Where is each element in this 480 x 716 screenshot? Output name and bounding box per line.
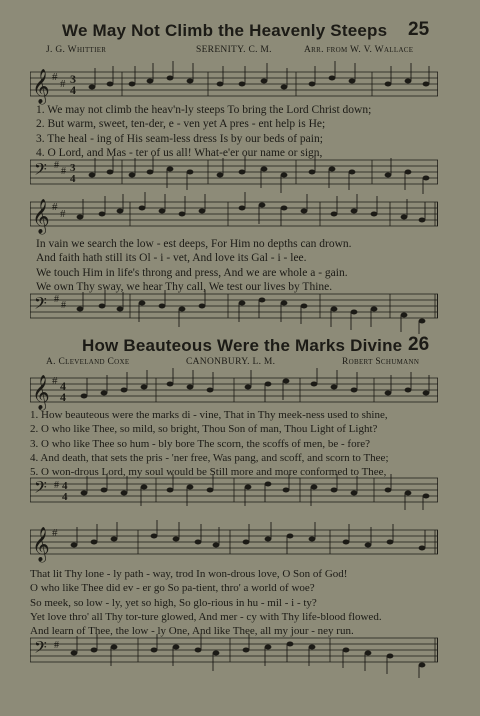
svg-text:#: # [52, 201, 58, 213]
hymn-25-author: J. G. Whittier [46, 45, 107, 55]
svg-text:𝄢: 𝄢 [34, 159, 47, 183]
lyric-line: 5. O won-drous Lord, my soul would be Still more and more conformed to Thee, [30, 466, 387, 479]
svg-text:#: # [61, 166, 66, 177]
hymn-25-bass-staff-1 [30, 156, 438, 196]
hymn-26-verses-2 [30, 567, 430, 638]
hymn-26-treble-staff-1 [30, 368, 438, 412]
lyric-line: Yet love thro' all Thy tor-ture glowed, And mer - cy with Thy life-blood flowed. [30, 610, 382, 623]
lyric-line: O who like Thee did ev - er go So pa-tient, thro' a world of woe? [30, 582, 315, 595]
hymn-25-arranger: Arr. from W. V. Wallace [304, 45, 414, 55]
hymn-26-bass-staff-1 [30, 474, 438, 510]
hymn-25-treble-staff-1 [30, 58, 438, 108]
svg-text:𝄢: 𝄢 [34, 637, 47, 661]
lyric-line: 3. O who like Thee so hum - bly bore The scorn, the scoffs of men, be - fore? [30, 437, 370, 450]
hymn-25-verses-2 [36, 237, 436, 294]
hymn-26-arranger: Robert Schumann [342, 357, 420, 367]
hymn-25-treble-staff-2 [30, 192, 438, 238]
lyric-line: 2. O who like Thee, so mild, so bright, Thou Son of man, Thou Light of Light? [30, 423, 378, 436]
svg-text:#: # [54, 160, 59, 171]
lyric-line: That lit Thy lone - ly path - way, trod In won-drous love, O Son of God! [30, 568, 348, 580]
svg-text:4: 4 [70, 173, 76, 185]
lyric-line: 4. O Lord, and Mas - ter of us all! What-e'er our name or sign, [36, 146, 323, 159]
svg-text:𝄢: 𝄢 [34, 477, 47, 501]
lyric-line: 4. And death, that sets the pris - 'ner free, Was pang, and scoff, and scorn to Thee; [30, 451, 389, 464]
lyric-line: So meek, so low - ly, yet so high, So glo-rious in hu - mil - i - ty? [30, 596, 317, 609]
svg-text:𝄞: 𝄞 [32, 527, 50, 562]
hymn-26-tune: CANONBURY. L. M. [186, 357, 276, 367]
lyric-line: 3. The heal - ing of His seam-less dress Is by our beds of pain; [36, 132, 323, 145]
lyric-line: And faith hath still its Ol - i - vet, And love its Gal - i - lee. [36, 252, 307, 265]
svg-text:4: 4 [62, 480, 68, 492]
lyric-line: We touch Him in life's throng and press, And we are whole a - gain. [36, 266, 348, 279]
hymn-25-bass-staff-2 [30, 290, 438, 334]
svg-text:𝄞: 𝄞 [32, 199, 50, 234]
hymn-25-tune: SERENITY. C. M. [196, 45, 272, 55]
hymn-25-title: We May Not Climb the Heavenly Steeps [62, 21, 388, 40]
svg-text:𝄞: 𝄞 [32, 375, 50, 410]
lyric-line: We own Thy sway, we hear Thy call, We test our lives by Thine. [36, 280, 333, 293]
svg-text:#: # [52, 71, 58, 83]
svg-text:3: 3 [70, 162, 76, 174]
svg-text:#: # [61, 300, 66, 311]
svg-text:𝄢: 𝄢 [34, 293, 47, 317]
svg-text:#: # [54, 480, 59, 491]
svg-text:𝄞: 𝄞 [32, 69, 50, 104]
lyric-line: 2. But warm, sweet, ten-der, e - ven yet A pres - ent help is He; [36, 118, 326, 131]
lyric-line: 1. How beauteous were the marks di - vine, That in Thy meek-ness used to shine, [30, 409, 388, 421]
svg-text:#: # [52, 375, 58, 387]
svg-text:#: # [60, 208, 66, 220]
svg-text:#: # [52, 527, 58, 539]
hymn-25-number: 25 [408, 19, 430, 40]
hymn-26-verses-1 [30, 408, 430, 479]
hymn-25-verses-1 [36, 103, 436, 160]
hymn-26-author: A. Cleveland Coxe [46, 357, 130, 367]
svg-text:3: 3 [70, 72, 76, 86]
hymn-26-number: 26 [408, 334, 430, 355]
svg-text:4: 4 [60, 390, 66, 404]
svg-text:#: # [54, 640, 59, 651]
svg-text:#: # [60, 78, 66, 90]
svg-text:#: # [54, 294, 59, 305]
lyric-line: In vain we search the low - est deeps, For Him no depths can drown. [36, 238, 352, 250]
hymn-26-title: How Beauteous Were the Marks Divine [82, 336, 403, 355]
svg-text:4: 4 [60, 379, 66, 393]
hymn-26-bass-staff-2 [30, 634, 438, 678]
svg-text:4: 4 [70, 83, 76, 97]
svg-text:4: 4 [62, 491, 68, 503]
lyric-line: 1. We may not climb the heav'n-ly steeps To bring the Lord Christ down; [36, 104, 372, 116]
lyric-line: And learn of Thee, the low - ly One, And like Thee, all my jour - ney run. [30, 625, 354, 638]
hymn-26-treble-staff-2 [30, 520, 438, 564]
